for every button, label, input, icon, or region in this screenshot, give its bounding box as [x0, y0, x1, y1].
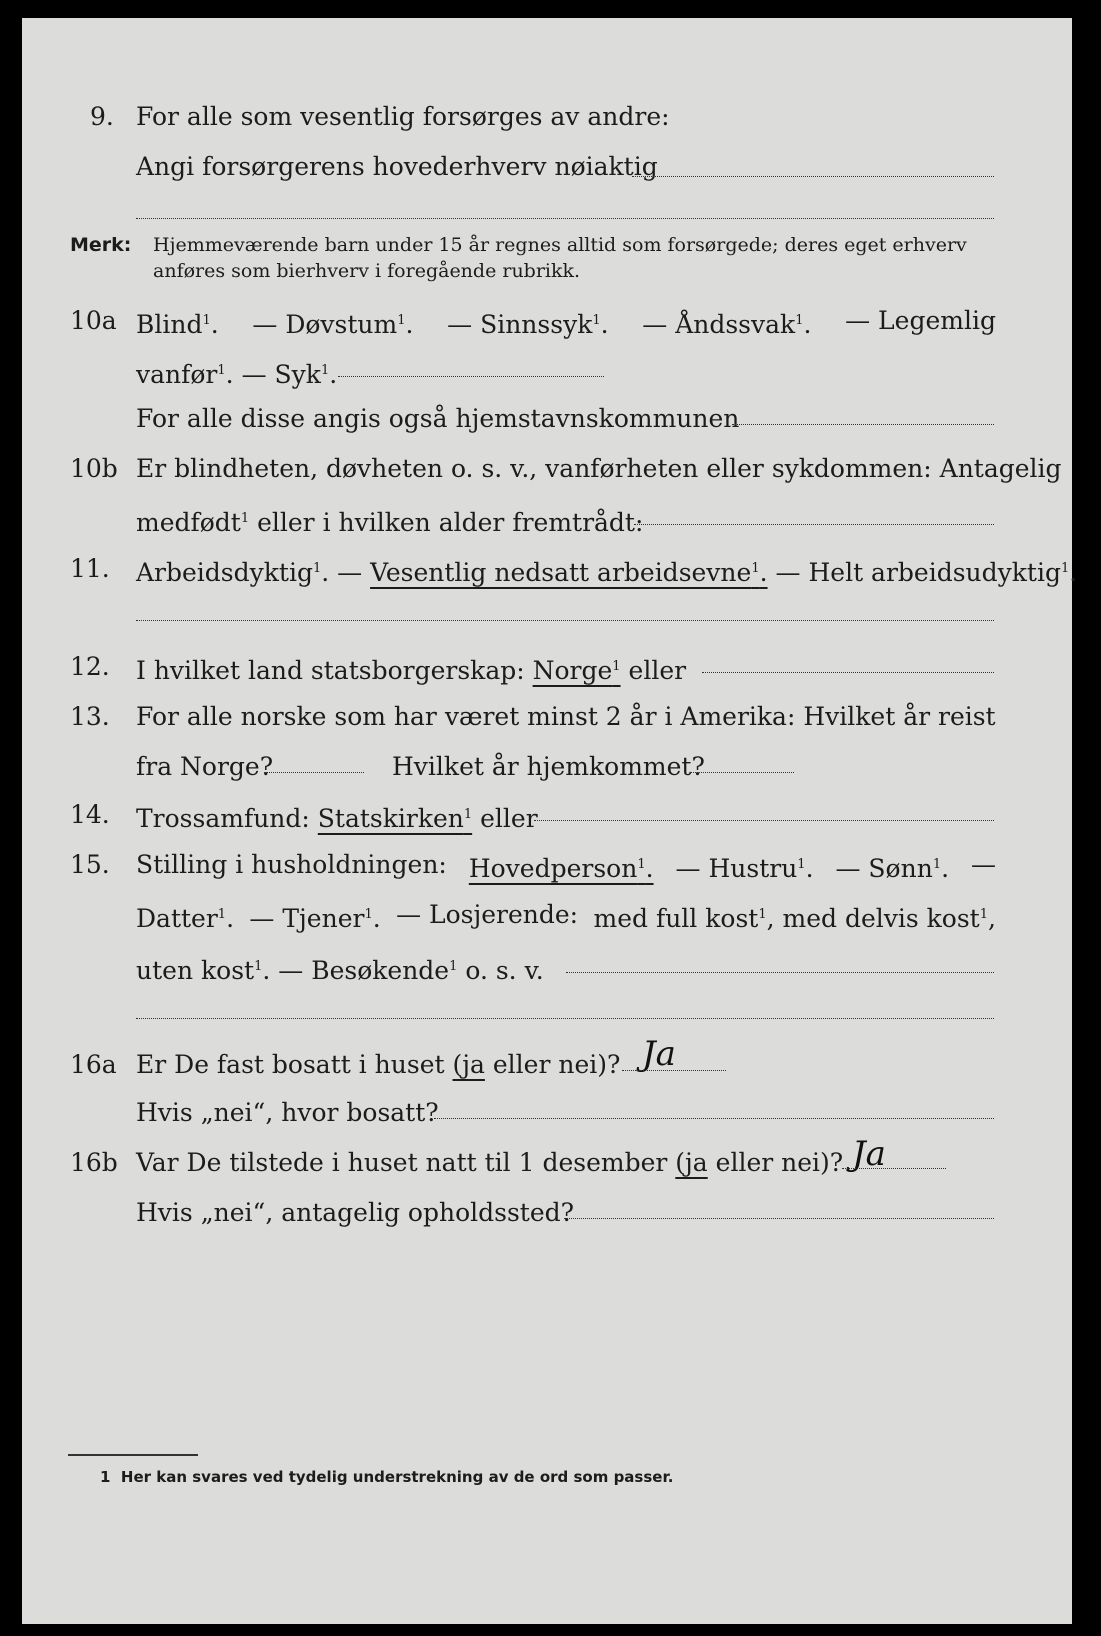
q13-hjemkommet-line[interactable] [690, 772, 794, 773]
option-andssvak: — Åndssvak$^1$. [642, 310, 812, 339]
q11-number: 11. [70, 554, 110, 583]
q10a-line3: For alle disse angis også hjemstavnskommunen [136, 404, 740, 433]
q16b-selected-ja: (ja [675, 1148, 708, 1177]
q12-selected-norge: Norge$^1$ [532, 656, 621, 685]
q10a-line2: vanfør$^1$. — Syk$^1$. [136, 360, 338, 389]
q16a-handwritten-answer: Ja [642, 1034, 676, 1074]
q9-number: 9. [90, 102, 114, 131]
q15-number: 15. [70, 850, 110, 879]
q14-answer-line[interactable] [534, 820, 994, 821]
merk-label: Merk: [70, 234, 132, 256]
merk-line1: Hjemmeværende barn under 15 år regnes alltid som forsørgede; deres eget erhverv [153, 234, 967, 256]
q10b-answer-line[interactable] [634, 524, 994, 525]
option-sinnssyk: — Sinnssyk$^1$. [447, 310, 609, 339]
q15-line3: uten kost$^1$. — Besøkende$^1$ o. s. v. [136, 956, 544, 985]
q16a-line2: Hvis „nei“, hvor bosatt? [136, 1098, 439, 1127]
q16a-line1: Er De fast bosatt i huset (ja eller nei)? [136, 1050, 621, 1079]
q13-number: 13. [70, 702, 110, 731]
q15-answer-line-2[interactable] [136, 1018, 994, 1019]
q10a-syk-line[interactable] [338, 376, 604, 377]
q16b-answer-line[interactable] [842, 1168, 946, 1169]
option-legemlig: — Legemlig [845, 306, 996, 335]
q16b-line1: Var De tilstede i huset natt til 1 desember (ja eller nei)? [136, 1148, 844, 1177]
q16a-answer-line[interactable] [622, 1070, 726, 1071]
q13-line1: For alle norske som har været minst 2 år i Amerika: Hvilket år reist [136, 702, 996, 731]
footnote-divider [68, 1454, 198, 1456]
footnote: 1 Her kan svares ved tydelig understrekning av de ord som passer. [100, 1468, 674, 1486]
q10a-kommune-line[interactable] [732, 424, 994, 425]
q16a-number: 16a [70, 1050, 117, 1079]
q13-reist-line[interactable] [264, 772, 364, 773]
q10b-number: 10b [70, 454, 118, 483]
q13-line2a: fra Norge? [136, 752, 274, 781]
form-page [22, 18, 1078, 1624]
q14-line: Trossamfund: Statskirken$^1$ eller [136, 804, 538, 833]
q10a-line1 [136, 306, 996, 340]
q10b-line2: medfødt$^1$ eller i hvilken alder fremtrådt: [136, 508, 644, 537]
q16b-number: 16b [70, 1148, 118, 1177]
q9-line2: Angi forsørgerens hovederhverv nøiaktig [136, 152, 658, 181]
q14-number: 14. [70, 800, 110, 829]
q9-line1: For alle som vesentlig forsørges av andre: [136, 102, 670, 131]
option-dovstum: — Døvstum$^1$. [252, 310, 414, 339]
q15-selected-hovedperson: Hovedperson$^1$. [468, 854, 654, 883]
q16a-selected-ja: (ja [452, 1050, 485, 1079]
q16a-bosatt-line[interactable] [434, 1118, 994, 1119]
q16b-handwritten-answer: Ja [852, 1134, 886, 1174]
q10b-line1: Er blindheten, døvheten o. s. v., vanførheten eller sykdommen: Antagelig [136, 454, 1062, 483]
q11-selected-option: Vesentlig nedsatt arbeidsevne$^1$. [370, 558, 768, 587]
merk-line2: anføres som bierhverv i foregående rubrikk. [153, 260, 581, 282]
q12-line: I hvilket land statsborgerskap: Norge$^1$ eller [136, 656, 687, 685]
q16b-opholdssted-line[interactable] [564, 1218, 994, 1219]
q11-line: Arbeidsdyktig$^1$. — Vesentlig nedsatt arbeidsevne$^1$. — Helt arbeidsudyktig$^1$. [136, 558, 1078, 587]
q15-line1: Stilling i husholdningen: Hovedperson$^1$. — Hustru$^1$. — Sønn$^1$. — [136, 850, 996, 883]
q16b-line2: Hvis „nei“, antagelig opholdssted? [136, 1198, 575, 1227]
q9-answer-line[interactable] [632, 176, 994, 177]
option-blind: Blind$^1$. [136, 310, 219, 339]
q15-line2: Datter$^1$. — Tjener$^1$. — Losjerende: med full kost$^1$, med delvis kost$^1$, [136, 900, 996, 933]
q12-number: 12. [70, 652, 110, 681]
q14-selected-statskirken: Statskirken$^1$ [317, 804, 473, 833]
q13-line2b: Hvilket år hjemkommet? [392, 752, 705, 781]
q10a-number: 10a [70, 306, 117, 335]
q11-answer-line[interactable] [136, 620, 994, 621]
q12-answer-line[interactable] [702, 672, 994, 673]
q15-answer-line[interactable] [566, 972, 994, 973]
q9-answer-line-2[interactable] [136, 218, 994, 219]
